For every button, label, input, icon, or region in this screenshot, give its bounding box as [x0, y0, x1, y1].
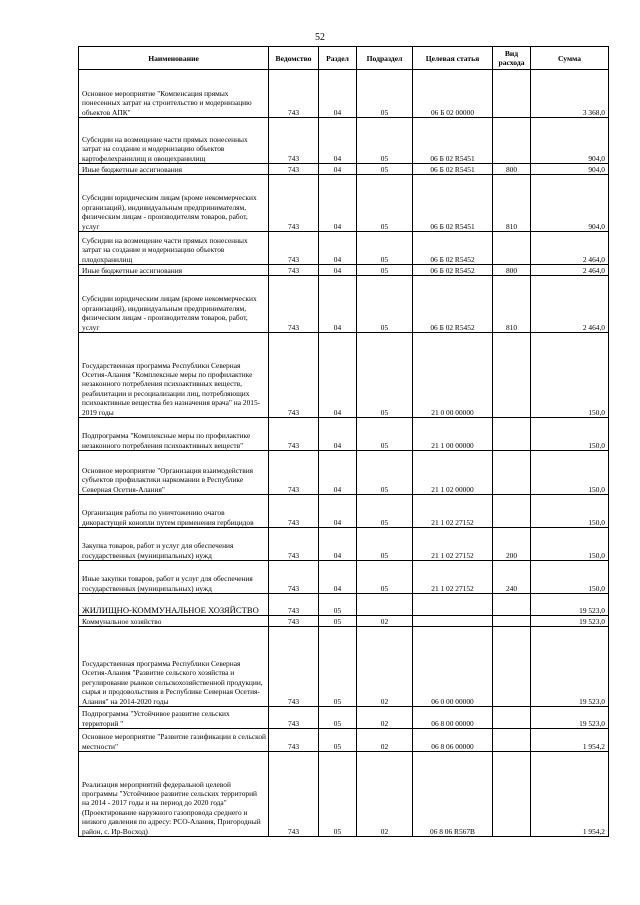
- row-vedomstvo: 743: [269, 232, 319, 265]
- row-podrazdel: 05: [357, 70, 413, 118]
- row-razdel: 04: [319, 164, 357, 175]
- row-vid-raskhoda: [493, 616, 531, 627]
- row-razdel: 04: [319, 333, 357, 418]
- row-vedomstvo: 743: [269, 118, 319, 164]
- row-summa: 150,0: [531, 561, 609, 594]
- row-vid-raskhoda: [493, 451, 531, 495]
- row-summa: 150,0: [531, 495, 609, 528]
- row-name: Субсидии на возмещение части прямых понесенных затрат на создание и модернизацию объектов плодохранилищ: [79, 232, 269, 265]
- row-celevaya-statya: [413, 616, 493, 627]
- row-summa: 2 464,0: [531, 265, 609, 276]
- row-celevaya-statya: [413, 594, 493, 616]
- table-row: [79, 276, 609, 333]
- row-vedomstvo: 743: [269, 561, 319, 594]
- row-name: Основное мероприятие "Развитие газификации в сельской местности": [79, 729, 269, 752]
- row-vedomstvo: 743: [269, 707, 319, 729]
- row-vedomstvo: 743: [269, 418, 319, 451]
- table-row: [79, 561, 609, 594]
- row-razdel: 04: [319, 276, 357, 333]
- row-razdel: 04: [319, 70, 357, 118]
- table-row: [79, 707, 609, 729]
- table-row: [79, 528, 609, 561]
- row-celevaya-statya: 06 Б 02 R5452: [413, 232, 493, 265]
- row-podrazdel: 02: [357, 729, 413, 752]
- row-summa: 150,0: [531, 528, 609, 561]
- row-name: Основное мероприятие "Организация взаимодействия субъектов профилактики наркомании в Республике Северная Осетия-Алания": [79, 451, 269, 495]
- row-vid-raskhoda: [493, 333, 531, 418]
- row-celevaya-statya: 06 Б 02 R5451: [413, 118, 493, 164]
- row-razdel: 04: [319, 528, 357, 561]
- row-podrazdel: 05: [357, 232, 413, 265]
- row-celevaya-statya: 06 8 06 00000: [413, 729, 493, 752]
- row-name: Иные закупки товаров, работ и услуг для обеспечения государственных (муниципальных) нужд: [79, 561, 269, 594]
- row-podrazdel: 05: [357, 333, 413, 418]
- row-razdel: 04: [319, 561, 357, 594]
- table-row: [79, 594, 609, 616]
- row-name: Подпрограмма "Устойчивое развитие сельских территорий ": [79, 707, 269, 729]
- row-razdel: 05: [319, 616, 357, 627]
- row-vid-raskhoda: 810: [493, 276, 531, 333]
- row-vid-raskhoda: [493, 627, 531, 707]
- header-summa: Сумма: [531, 47, 609, 70]
- row-name: Государственная программа Республики Северная Осетия-Алания "Комплексные меры по профилактике незаконного потребления психоактивных веществ, реабилитации и ресоциализации лиц, потребляющих психоактивные вещества без назначения врача" на 2015-2019 годы: [79, 333, 269, 418]
- row-summa: 19 523,0: [531, 707, 609, 729]
- row-celevaya-statya: 06 Б 02 R5452: [413, 265, 493, 276]
- row-summa: 904,0: [531, 118, 609, 164]
- row-vid-raskhoda: 200: [493, 528, 531, 561]
- row-summa: 3 368,0: [531, 70, 609, 118]
- row-razdel: 04: [319, 118, 357, 164]
- row-razdel: 04: [319, 175, 357, 232]
- row-vid-raskhoda: [493, 118, 531, 164]
- row-celevaya-statya: 06 Б 02 R5452: [413, 276, 493, 333]
- header-podrazdel: Подраздел: [357, 47, 413, 70]
- row-celevaya-statya: 21 1 02 00000: [413, 451, 493, 495]
- row-summa: 150,0: [531, 418, 609, 451]
- row-vid-raskhoda: [493, 232, 531, 265]
- row-vid-raskhoda: [493, 594, 531, 616]
- row-celevaya-statya: 06 0 00 00000: [413, 627, 493, 707]
- row-podrazdel: 02: [357, 752, 413, 837]
- row-vid-raskhoda: [493, 729, 531, 752]
- row-name: Основное мероприятие "Компенсация прямых понесенных затрат на строительство и модернизацию объектов АПК": [79, 70, 269, 118]
- row-summa: 150,0: [531, 451, 609, 495]
- row-vid-raskhoda: 240: [493, 561, 531, 594]
- table-row: [79, 752, 609, 837]
- row-podrazdel: 05: [357, 164, 413, 175]
- row-razdel: 04: [319, 232, 357, 265]
- table-row: [79, 333, 609, 418]
- row-podrazdel: 05: [357, 175, 413, 232]
- row-vedomstvo: 743: [269, 70, 319, 118]
- row-podrazdel: 05: [357, 276, 413, 333]
- header-razdel: Раздел: [319, 47, 357, 70]
- row-summa: 19 523,0: [531, 627, 609, 707]
- table-row: [79, 495, 609, 528]
- row-vid-raskhoda: [493, 418, 531, 451]
- row-razdel: 05: [319, 594, 357, 616]
- row-name: Субсидии на возмещение части прямых понесенных затрат на создание и модернизацию объектов картофелехранилищ и овощехранилищ: [79, 118, 269, 164]
- page-number: 52: [315, 32, 325, 43]
- row-podrazdel: 05: [357, 528, 413, 561]
- row-razdel: 05: [319, 729, 357, 752]
- row-vid-raskhoda: 800: [493, 164, 531, 175]
- header-vid-raskhoda: Вид расхода: [493, 47, 531, 70]
- row-vedomstvo: 743: [269, 528, 319, 561]
- row-vedomstvo: 743: [269, 265, 319, 276]
- row-razdel: 05: [319, 752, 357, 837]
- table-row: [79, 164, 609, 175]
- row-vid-raskhoda: 800: [493, 265, 531, 276]
- row-summa: 1 954,2: [531, 729, 609, 752]
- header-vedomstvo: Ведомство: [269, 47, 319, 70]
- table-header-row: [79, 47, 609, 70]
- table-row: [79, 118, 609, 164]
- row-summa: 150,0: [531, 333, 609, 418]
- row-podrazdel: 02: [357, 616, 413, 627]
- row-celevaya-statya: 21 1 02 27152: [413, 561, 493, 594]
- row-podrazdel: 05: [357, 561, 413, 594]
- row-razdel: 04: [319, 451, 357, 495]
- row-summa: 1 954,2: [531, 752, 609, 837]
- row-vid-raskhoda: [493, 495, 531, 528]
- row-vedomstvo: 743: [269, 175, 319, 232]
- row-celevaya-statya: 06 Б 02 R5451: [413, 164, 493, 175]
- row-podrazdel: 05: [357, 118, 413, 164]
- row-celevaya-statya: 21 1 00 00000: [413, 418, 493, 451]
- table-row: [79, 418, 609, 451]
- row-podrazdel: 05: [357, 451, 413, 495]
- row-razdel: 04: [319, 418, 357, 451]
- row-vid-raskhoda: 810: [493, 175, 531, 232]
- row-name: Иные бюджетные ассигнования: [79, 164, 269, 175]
- row-podrazdel: 02: [357, 707, 413, 729]
- row-name: Реализация мероприятий федеральной целевой программы "Устойчивое развитие сельских территорий на 2014 - 2017 годы и на период до 2020 года" (Проектирование наружного газопровода среднего и низкого давления по адресу: РСО-Алания, Пригородный район, с. Ир-Восход): [79, 752, 269, 837]
- row-name: Субсидии юридическим лицам (кроме некоммерческих организаций), индивидуальным предпринимателям, физическим лицам - производителям товаров, работ, услуг: [79, 276, 269, 333]
- row-celevaya-statya: 06 Б 02 00000: [413, 70, 493, 118]
- row-vedomstvo: 743: [269, 164, 319, 175]
- row-razdel: 04: [319, 265, 357, 276]
- table-row: [79, 451, 609, 495]
- table-row: [79, 70, 609, 118]
- row-name: Организация работы по уничтожению очагов дикорастущей конопли путем применения гербицидов: [79, 495, 269, 528]
- row-vedomstvo: 743: [269, 495, 319, 528]
- row-summa: 19 523,0: [531, 594, 609, 616]
- table-row: [79, 175, 609, 232]
- row-vedomstvo: 743: [269, 627, 319, 707]
- row-celevaya-statya: 21 0 00 00000: [413, 333, 493, 418]
- row-celevaya-statya: 21 1 02 27152: [413, 495, 493, 528]
- row-vedomstvo: 743: [269, 594, 319, 616]
- row-celevaya-statya: 06 Б 02 R5451: [413, 175, 493, 232]
- row-summa: 904,0: [531, 175, 609, 232]
- row-vid-raskhoda: [493, 752, 531, 837]
- table-row: [79, 627, 609, 707]
- row-name: Коммунальное хозяйство: [79, 616, 269, 627]
- row-vedomstvo: 743: [269, 451, 319, 495]
- row-podrazdel: [357, 594, 413, 616]
- row-vedomstvo: 743: [269, 333, 319, 418]
- header-celevaya-statya: Целевая статья: [413, 47, 493, 70]
- row-vedomstvo: 743: [269, 752, 319, 837]
- row-celevaya-statya: 21 1 02 27152: [413, 528, 493, 561]
- row-name: Субсидии юридическим лицам (кроме некоммерческих организаций), индивидуальным предпринимателям, физическим лицам - производителям товаров, работ, услуг: [79, 175, 269, 232]
- row-summa: 904,0: [531, 164, 609, 175]
- budget-table: [78, 46, 609, 837]
- row-vid-raskhoda: [493, 70, 531, 118]
- table-row: [79, 265, 609, 276]
- row-name: Государственная программа Республики Северная Осетия-Алания "Развитие сельского хозяйства и регулирование рынков сельскохозяйственной продукции, сырья и продовольствия в Республике Северная Осетия-Алания" на 2014-2020 годы: [79, 627, 269, 707]
- table-row: [79, 729, 609, 752]
- row-celevaya-statya: 06 8 06 R567B: [413, 752, 493, 837]
- row-summa: 2 464,0: [531, 232, 609, 265]
- row-name: Закупка товаров, работ и услуг для обеспечения государственных (муниципальных) нужд: [79, 528, 269, 561]
- row-celevaya-statya: 06 8 00 00000: [413, 707, 493, 729]
- row-podrazdel: 05: [357, 418, 413, 451]
- row-vid-raskhoda: [493, 707, 531, 729]
- row-name: Иные бюджетные ассигнования: [79, 265, 269, 276]
- row-razdel: 04: [319, 495, 357, 528]
- row-summa: 19 523,0: [531, 616, 609, 627]
- row-vedomstvo: 743: [269, 616, 319, 627]
- row-name: Подпрограмма "Комплексные меры по профилактике незаконного потребления психоактивных веществ": [79, 418, 269, 451]
- header-name: Наименование: [79, 47, 269, 70]
- table-row: [79, 616, 609, 627]
- row-vedomstvo: 743: [269, 276, 319, 333]
- row-podrazdel: 05: [357, 265, 413, 276]
- row-vedomstvo: 743: [269, 729, 319, 752]
- table-row: [79, 232, 609, 265]
- row-podrazdel: 05: [357, 495, 413, 528]
- row-summa: 2 464,0: [531, 276, 609, 333]
- row-razdel: 05: [319, 627, 357, 707]
- row-podrazdel: 02: [357, 627, 413, 707]
- row-name: ЖИЛИЩНО-КОММУНАЛЬНОЕ ХОЗЯЙСТВО: [79, 594, 269, 616]
- row-razdel: 05: [319, 707, 357, 729]
